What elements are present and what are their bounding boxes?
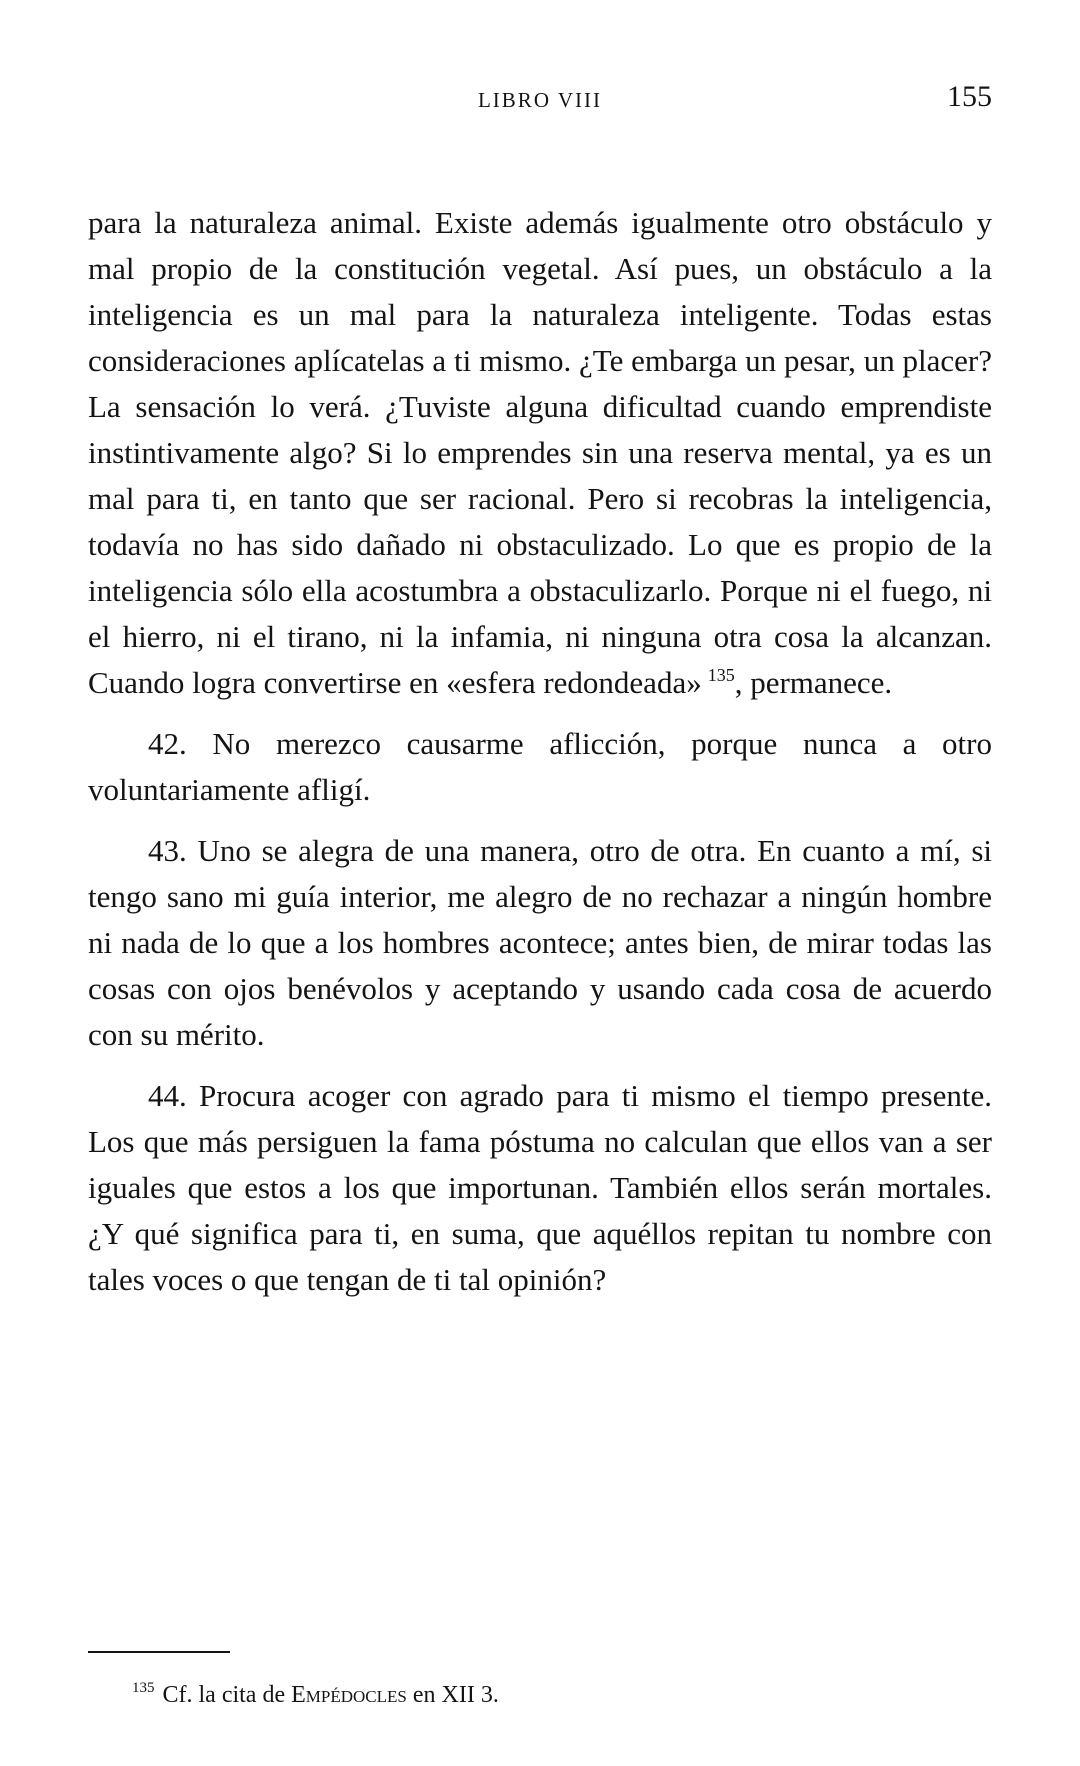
paragraph-continuation bbox=[88, 200, 992, 706]
footnote-divider bbox=[88, 1651, 230, 1653]
running-head bbox=[88, 80, 992, 120]
footnote-number: 135 bbox=[132, 1680, 155, 1696]
book-page bbox=[88, 0, 992, 1766]
body-text bbox=[88, 200, 992, 1303]
footnote-author: Empédocles bbox=[291, 1682, 407, 1708]
paragraph-text-end: , permanece. bbox=[734, 665, 893, 700]
footnote-text-end: en XII 3. bbox=[406, 1682, 499, 1708]
page-number: 155 bbox=[947, 80, 992, 113]
running-title: LIBRO VIII bbox=[477, 88, 602, 112]
footnote-text: Cf. la cita de bbox=[162, 1682, 292, 1708]
paragraph-text: para la naturaleza animal. Existe además igualmente otro obstáculo y mal propio de la constitución vegetal. Así pues, un obstáculo a la inteligencia es un mal para la naturaleza inteligente. Todas estas consideraciones aplícatelas a ti mismo. ¿Te embarga un pesar, un placer? La sensación lo verá. ¿Tuviste alguna dificultad cuando emprendiste instintivamente algo? Si lo emprendes sin una reserva mental, ya es un mal para ti, en tanto que ser racional. Pero si recobras la inteligencia, todavía no has sido dañado ni obstaculizado. Lo que es propio de la inteligencia sólo ella acostumbra a obstaculizarlo. Porque ni el fuego, ni el hierro, ni el tirano, ni la infamia, ni ninguna otra cosa la alcanzan. Cuando logra convertirse en «esfera redondeada» bbox=[88, 205, 992, 700]
footnote-reference: 135 bbox=[707, 665, 735, 685]
footnote bbox=[132, 1680, 499, 1710]
paragraph-42: 42. No merezco causarme aflicción, porque nunca a otro voluntariamente afligí. bbox=[88, 726, 992, 807]
paragraph-43: 43. Uno se alegra de una manera, otro de otra. En cuanto a mí, si tengo sano mi guía interior, me alegro de no rechazar a ningún hombre ni nada de lo que a los hombres acontece; antes bien, de mirar todas las cosas con ojos benévolos y aceptando y usando cada cosa de acuerdo con su mérito. bbox=[88, 833, 992, 1052]
paragraph-44: 44. Procura acoger con agrado para ti mismo el tiempo presente. Los que más persiguen la fama póstuma no calculan que ellos van a ser iguales que estos a los que importunan. También ellos serán mortales. ¿Y qué significa para ti, en suma, que aquéllos repitan tu nombre con tales voces o que tengan de ti tal opinión? bbox=[88, 1078, 992, 1297]
